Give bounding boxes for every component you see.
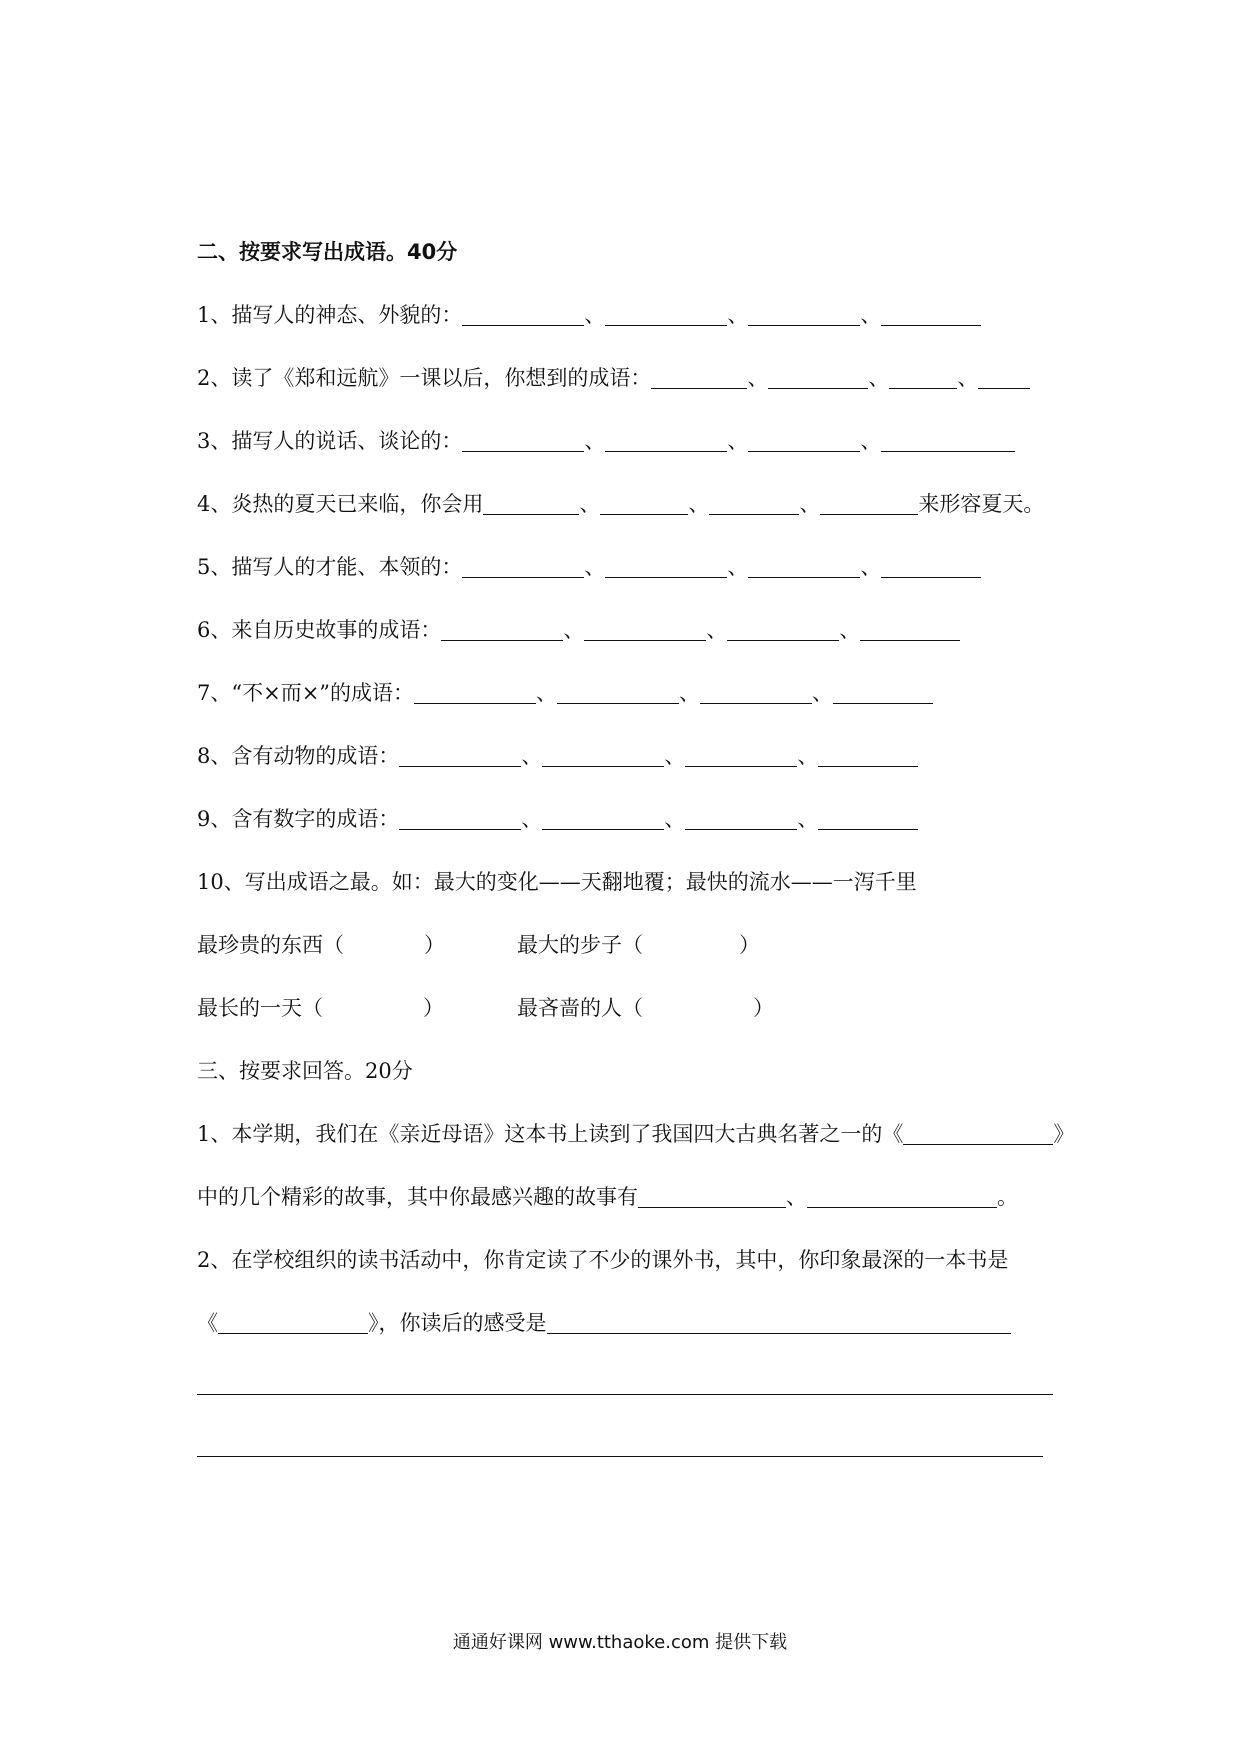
answer-line[interactable]	[197, 1456, 1043, 1457]
book-close: 》	[368, 1311, 379, 1335]
answer-blank[interactable]	[441, 618, 563, 641]
question-7-label: 7、“不×而×”的成语：	[197, 681, 415, 705]
separator: 、	[868, 366, 890, 390]
question-2-label: 2、读了《郑和远航》一课以后，你想到的成语：	[197, 366, 652, 390]
separator: 、	[797, 744, 819, 768]
book-title-blank[interactable]	[903, 1122, 1053, 1145]
answer-blank[interactable]	[748, 303, 860, 326]
question-3-label: 3、描写人的说话、谈论的：	[197, 429, 463, 453]
superlative-item	[517, 993, 774, 1023]
answer-blank[interactable]	[638, 1185, 786, 1208]
superlative-text: 最大的步子（	[517, 933, 643, 957]
separator: 、	[727, 303, 749, 327]
question-1-label: 1、描写人的神态、外貌的：	[197, 303, 463, 327]
close-paren: ）	[424, 933, 445, 957]
section3-title: 三、按要求回答。20分	[197, 1059, 413, 1083]
separator: 、	[706, 618, 728, 642]
separator: 、	[584, 429, 606, 453]
separator: 、	[727, 555, 749, 579]
answer-blank[interactable]	[600, 492, 688, 515]
question-8-label: 8、含有动物的成语：	[197, 744, 400, 768]
superlative-item	[197, 930, 445, 960]
book-open: 《	[197, 1311, 218, 1335]
separator: 、	[679, 681, 701, 705]
separator: 、	[688, 492, 710, 516]
answer-blank[interactable]	[414, 681, 536, 704]
answer-blank[interactable]	[709, 492, 799, 515]
separator: 、	[563, 618, 585, 642]
answer-blank[interactable]	[700, 681, 812, 704]
answer-blank[interactable]	[860, 618, 960, 641]
answer-blank[interactable]	[462, 555, 584, 578]
question-7	[197, 678, 933, 708]
answer-blank[interactable]	[889, 366, 957, 389]
separator: 、	[579, 492, 601, 516]
question-6-label: 6、来自历史故事的成语：	[197, 618, 442, 642]
answer-blank[interactable]	[605, 303, 727, 326]
end-mark: 。	[997, 1185, 1018, 1209]
answer-blank[interactable]	[727, 618, 839, 641]
answer-blank[interactable]	[557, 681, 679, 704]
answer-blank[interactable]	[399, 807, 521, 830]
answer-blank[interactable]	[818, 807, 918, 830]
separator: 、	[812, 681, 834, 705]
question-10-label: 10、写出成语之最。如：最大的变化——天翻地覆；最快的流水——一泻千里	[197, 870, 917, 894]
separator: 、	[664, 744, 686, 768]
answer-blank[interactable]	[881, 303, 981, 326]
question-4-label: 4、炎热的夏天已来临，你会用	[197, 492, 484, 516]
answer-blank[interactable]	[807, 1185, 997, 1208]
question-4-suffix: 来形容夏天。	[918, 492, 1045, 516]
question-3	[197, 426, 1015, 456]
answer-blank[interactable]	[605, 429, 727, 452]
question-4	[197, 489, 1044, 519]
superlative-text: 最吝啬的人（	[517, 996, 643, 1020]
section3-question-2: 2、在学校组织的读书活动中，你肯定读了不少的课外书，其中，你印象最深的一本书是	[197, 1248, 1009, 1272]
section3-question-1	[197, 1119, 1074, 1149]
section3-question-1-cont	[197, 1182, 1018, 1212]
question-9	[197, 804, 918, 834]
close-paren: ）	[423, 996, 444, 1020]
answer-blank[interactable]	[685, 807, 797, 830]
answer-blank[interactable]	[584, 618, 706, 641]
separator: 、	[521, 744, 543, 768]
answer-blank[interactable]	[483, 492, 579, 515]
separator: 、	[536, 681, 558, 705]
separator: 、	[860, 303, 882, 327]
answer-line[interactable]	[197, 1394, 1053, 1395]
close-paren: ）	[739, 933, 760, 957]
answer-blank[interactable]	[462, 429, 584, 452]
separator: 、	[786, 1185, 807, 1209]
question-9-label: 9、含有数字的成语：	[197, 807, 400, 831]
question-1	[197, 300, 981, 330]
section2-title: 二、按要求写出成语。40分	[197, 240, 458, 264]
superlative-item	[517, 930, 760, 960]
separator: 、	[839, 618, 861, 642]
question-5	[197, 552, 981, 582]
section3-q2-text2: ，你读后的感受是	[378, 1311, 547, 1335]
separator: 、	[957, 366, 979, 390]
section3-q1-text2: 中的几个精彩的故事，其中你最感兴趣的故事有	[197, 1185, 638, 1209]
feeling-blank[interactable]	[547, 1311, 1011, 1334]
answer-blank[interactable]	[605, 555, 727, 578]
answer-blank[interactable]	[399, 744, 521, 767]
question-2	[197, 363, 1030, 393]
separator: 、	[747, 366, 769, 390]
section3-question-2-cont	[197, 1308, 1011, 1338]
question-5-label: 5、描写人的才能、本领的：	[197, 555, 463, 579]
superlative-item	[197, 993, 444, 1023]
answer-blank[interactable]	[833, 681, 933, 704]
answer-blank[interactable]	[881, 555, 981, 578]
separator: 、	[664, 807, 686, 831]
separator: 、	[584, 555, 606, 579]
close-paren: ）	[753, 996, 774, 1020]
answer-blank[interactable]	[542, 807, 664, 830]
separator: 、	[521, 807, 543, 831]
answer-blank[interactable]	[978, 366, 1030, 389]
question-8	[197, 741, 918, 771]
answer-blank[interactable]	[820, 492, 918, 515]
separator: 、	[860, 555, 882, 579]
separator: 、	[797, 807, 819, 831]
book-title-blank[interactable]	[218, 1311, 368, 1334]
answer-blank[interactable]	[748, 429, 860, 452]
answer-blank[interactable]	[542, 744, 664, 767]
separator: 、	[799, 492, 821, 516]
section3-q1-text: 1、本学期，我们在《亲近母语》这本书上读到了我国四大古典名著之一的《	[197, 1122, 904, 1146]
separator: 、	[860, 429, 882, 453]
answer-blank[interactable]	[685, 744, 797, 767]
answer-blank[interactable]	[881, 429, 1015, 452]
answer-blank[interactable]	[768, 366, 868, 389]
superlative-text: 最长的一天（	[197, 996, 323, 1020]
answer-blank[interactable]	[818, 744, 918, 767]
separator: 、	[584, 303, 606, 327]
separator: 、	[727, 429, 749, 453]
footer-text: 通通好课网 www.tthaoke.com 提供下载	[452, 1632, 788, 1653]
superlative-text: 最珍贵的东西（	[197, 933, 344, 957]
book-close: 》	[1053, 1122, 1075, 1146]
answer-blank[interactable]	[651, 366, 747, 389]
question-6	[197, 615, 960, 645]
answer-blank[interactable]	[748, 555, 860, 578]
answer-blank[interactable]	[462, 303, 584, 326]
